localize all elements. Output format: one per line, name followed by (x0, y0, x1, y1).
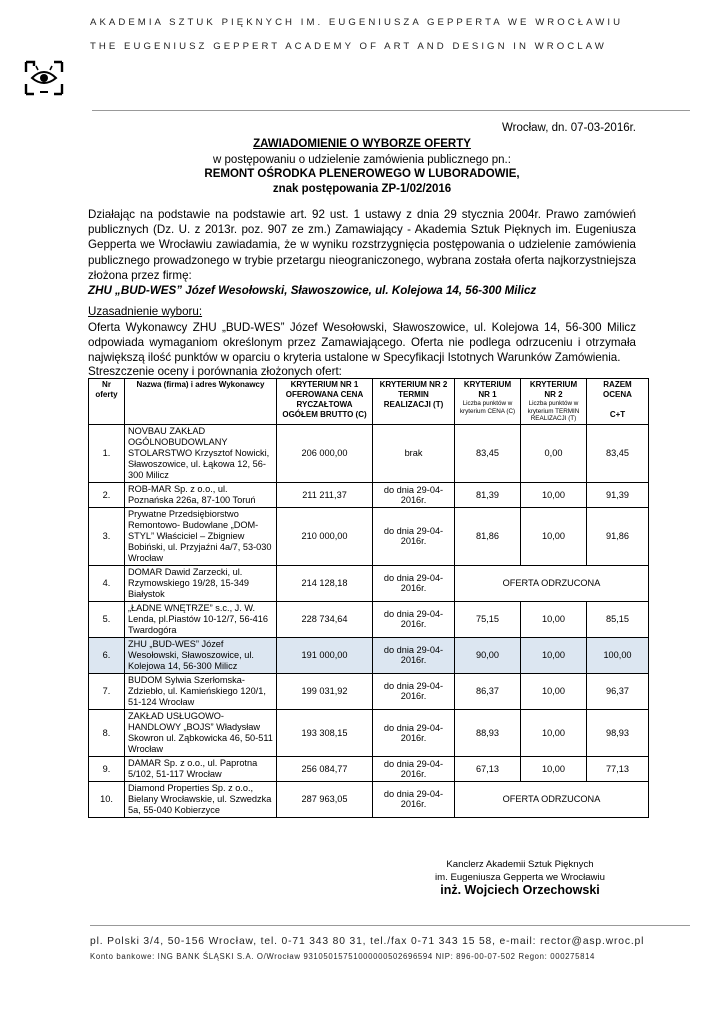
cell-contractor: ZAKŁAD USŁUGOWO-HANDLOWY „BOJS” Władysław Skowron ul. Ząbkowicka 46, 50-511 Wrocław (125, 709, 277, 756)
header-k1-points (455, 379, 521, 425)
cell-price-points: 81,86 (455, 507, 521, 565)
document-subheading: w postępowaniu o udzielenie zamówienia publicznego pn.: (213, 154, 511, 166)
cell-contractor: Prywatne Przedsiębiorstwo Remontowo- Budowlane „DOM-STYL” Właściciel – Zbigniew Bobiński, ul. Przyjaźni 4a/7, 53-030 Wrocław (125, 507, 277, 565)
cell-offer-number: 7. (89, 673, 125, 709)
cell-term: do dnia 29-04-2016r. (373, 781, 455, 817)
cell-price-points: 67,13 (455, 756, 521, 781)
header-k2-points-label: KRYTERIUM NR 2 (529, 380, 578, 399)
header-total-sub: C+T (609, 410, 626, 419)
cell-price: 206 000,00 (277, 424, 373, 482)
cell-price-points: 81,39 (455, 482, 521, 507)
cell-term-points: 10,00 (521, 637, 587, 673)
table-row (89, 781, 649, 817)
cell-contractor: „ŁADNE WNĘTRZE” s.c., J. W. Lenda, pl.Piastów 10-12/7, 56-416 Twardogóra (125, 601, 277, 637)
header-k1: KRYTERIUM NR 1 OFEROWANA CENA RYCZAŁTOWA OGÓŁEM BRUTTO (C) (277, 379, 373, 425)
cell-term-points: 10,00 (521, 482, 587, 507)
cell-price: 256 084,77 (277, 756, 373, 781)
document-heading: ZAWIADOMIENIE O WYBORZE OFERTY (253, 138, 471, 150)
cell-contractor: ROB-MAR Sp. z o.o., ul. Poznańska 226a, 87-100 Toruń (125, 482, 277, 507)
cell-contractor: NOVBAU ZAKŁAD OGÓLNOBUDOWLANY STOLARSTWO Krzysztof Nowicki, Sławoszowice, ul. Łąkowa 12, 56-300 Milicz (125, 424, 277, 482)
table-row (89, 482, 649, 507)
cell-price-points: 86,37 (455, 673, 521, 709)
cell-offer-number: 9. (89, 756, 125, 781)
cell-total: 91,39 (587, 482, 649, 507)
cell-price: 210 000,00 (277, 507, 373, 565)
footer-address: pl. Polski 3/4, 50-156 Wrocław, tel. 0-71 343 80 31, tel./fax 0-71 343 15 58, e-mail: rector@asp.wroc.pl (90, 936, 645, 947)
signature-name: inż. Wojciech Orzechowski (440, 883, 600, 897)
cell-offer-number: 5. (89, 601, 125, 637)
cell-offer-number: 1. (89, 424, 125, 482)
footer-bank: Konto bankowe: ING BANK ŚLĄSKI S.A. O/Wrocław 93105015751000000502696594 NIP: 896-00-07-502 Regon: 000275814 (90, 952, 596, 961)
cell-term: do dnia 29-04-2016r. (373, 565, 455, 601)
cell-contractor: DAMAR Sp. z o.o., ul. Paprotna 5/102, 51-117 Wrocław (125, 756, 277, 781)
header-nr: Nr oferty (89, 379, 125, 425)
cell-term: brak (373, 424, 455, 482)
cell-price-points: 88,93 (455, 709, 521, 756)
cell-term: do dnia 29-04-2016r. (373, 482, 455, 507)
cell-contractor: DOMAR Dawid Zarzecki, ul. Rzymowskiego 19/28, 15-349 Białystok (125, 565, 277, 601)
cell-total: 96,37 (587, 673, 649, 709)
cell-total: 85,15 (587, 601, 649, 637)
signature-title: Kanclerz Akademii Sztuk Pięknych (446, 859, 594, 870)
cell-offer-number: 4. (89, 565, 125, 601)
cell-price: 287 963,05 (277, 781, 373, 817)
cell-offer-number: 10. (89, 781, 125, 817)
justification-paragraph: Oferta Wykonawcy ZHU „BUD-WES” Józef Wesołowski, Sławoszowice, ul. Kolejowa 14, 56-300 Milicz odpowiada wymaganiom określonym przez Zamawiającego. Oferta nie podlega odrzuceniu i otrzymała największą ilość punktów w oparciu o kryteria ustalone w Specyfikacji Istotnych Warunków Zamówienia. (88, 321, 636, 365)
cell-term-points: 10,00 (521, 709, 587, 756)
cell-contractor: ZHU „BUD-WES” Józef Wesołowski, Sławoszowice, ul. Kolejowa 14, 56-300 Milicz (125, 637, 277, 673)
cell-rejected: OFERTA ODRZUCONA (455, 565, 649, 601)
cell-total: 100,00 (587, 637, 649, 673)
cell-total: 83,45 (587, 424, 649, 482)
cell-total: 77,13 (587, 756, 649, 781)
cell-term: do dnia 29-04-2016r. (373, 673, 455, 709)
table-row (89, 673, 649, 709)
table-header-row (89, 379, 649, 425)
table-row (89, 756, 649, 781)
cell-offer-number: 2. (89, 482, 125, 507)
header-k2-points (521, 379, 587, 425)
procurement-reference: znak postępowania ZP-1/02/2016 (272, 183, 452, 195)
winning-offer: ZHU „BUD-WES” Józef Wesołowski, Sławoszowice, ul. Kolejowa 14, 56-300 Milicz (88, 284, 537, 297)
cell-price: 193 308,15 (277, 709, 373, 756)
cell-term-points: 10,00 (521, 601, 587, 637)
footer-divider (90, 925, 690, 926)
cell-term: do dnia 29-04-2016r. (373, 756, 455, 781)
header-divider (92, 110, 690, 111)
cell-term: do dnia 29-04-2016r. (373, 709, 455, 756)
header-line-english: THE EUGENIUSZ GEPPERT ACADEMY OF ART AND DESIGN IN WROCLAW (90, 41, 607, 52)
cell-term-points: 10,00 (521, 507, 587, 565)
table-row (89, 637, 649, 673)
cell-offer-number: 8. (89, 709, 125, 756)
cell-contractor: Diamond Properties Sp. z o.o., Bielany Wrocławskie, ul. Szwedzka 5a, 55-040 Kobierzyce (125, 781, 277, 817)
signature-institution: im. Eugeniusza Gepperta we Wrocławiu (435, 872, 605, 883)
header-k1-points-sub: Liczba punktów w kryterium CENA (C) (459, 400, 516, 415)
cell-price-points: 90,00 (455, 637, 521, 673)
procurement-name: REMONT OŚRODKA PLENEROWEGO W LUBORADOWIE, (204, 168, 520, 180)
cell-rejected: OFERTA ODRZUCONA (455, 781, 649, 817)
cell-offer-number: 3. (89, 507, 125, 565)
table-row (89, 565, 649, 601)
cell-term-points: 10,00 (521, 673, 587, 709)
cell-price: 199 031,92 (277, 673, 373, 709)
intro-paragraph: Działając na podstawie na podstawie art. 92 ust. 1 ustawy z dnia 29 stycznia 2004r. Prawo zamówień publicznych (Dz. U. z 2013r. poz. 907 ze zm.) Zamawiający - Akademia Sztuk Pięknych im. Eugeniusza Gepperta we Wrocławiu zawiadamia, że w wyniku rozstrzygnięcia postępowania o udzielenie zamówienia publicznego prowadzonego w trybie przetargu nieograniczonego, wybrana została oferta najkorzystniejsza złożona przez firmę: (88, 208, 636, 282)
header-total-label: RAZEM OCENA (603, 380, 632, 399)
document-date: Wrocław, dn. 07-03-2016r. (501, 122, 636, 134)
header-k1-points-label: KRYTERIUM NR 1 (463, 380, 512, 399)
cell-term-points: 0,00 (521, 424, 587, 482)
cell-total: 91,86 (587, 507, 649, 565)
offers-table (88, 378, 649, 818)
cell-price: 211 211,37 (277, 482, 373, 507)
header-total (587, 379, 649, 425)
cell-term: do dnia 29-04-2016r. (373, 507, 455, 565)
header-k2: KRYTERIUM NR 2 TERMIN REALIZACJI (T) (373, 379, 455, 425)
table-row (89, 709, 649, 756)
table-row (89, 507, 649, 565)
header-line-polish: AKADEMIA SZTUK PIĘKNYCH IM. EUGENIUSZA GEPPERTA WE WROCŁAWIU (90, 17, 624, 28)
cell-term: do dnia 29-04-2016r. (373, 637, 455, 673)
cell-contractor: BUDOM Sylwia Szerłomska-Zdziebło, ul. Kamieńskiego 120/1, 51-124 Wrocław (125, 673, 277, 709)
header-name: Nazwa (firma) i adres Wykonawcy (125, 379, 277, 425)
academy-logo-icon (20, 58, 68, 98)
cell-price-points: 83,45 (455, 424, 521, 482)
cell-total: 98,93 (587, 709, 649, 756)
cell-term-points: 10,00 (521, 756, 587, 781)
justification-label: Uzasadnienie wyboru: (88, 305, 203, 318)
cell-offer-number: 6. (89, 637, 125, 673)
cell-price: 228 734,64 (277, 601, 373, 637)
cell-price-points: 75,15 (455, 601, 521, 637)
cell-term: do dnia 29-04-2016r. (373, 601, 455, 637)
summary-label: Streszczenie oceny i porównania złożonych ofert: (88, 365, 342, 378)
table-row (89, 601, 649, 637)
header-k2-points-sub: Liczba punktów w kryterium TERMIN REALIZACJI (T) (527, 400, 580, 422)
cell-price: 214 128,18 (277, 565, 373, 601)
cell-price: 191 000,00 (277, 637, 373, 673)
table-row (89, 424, 649, 482)
